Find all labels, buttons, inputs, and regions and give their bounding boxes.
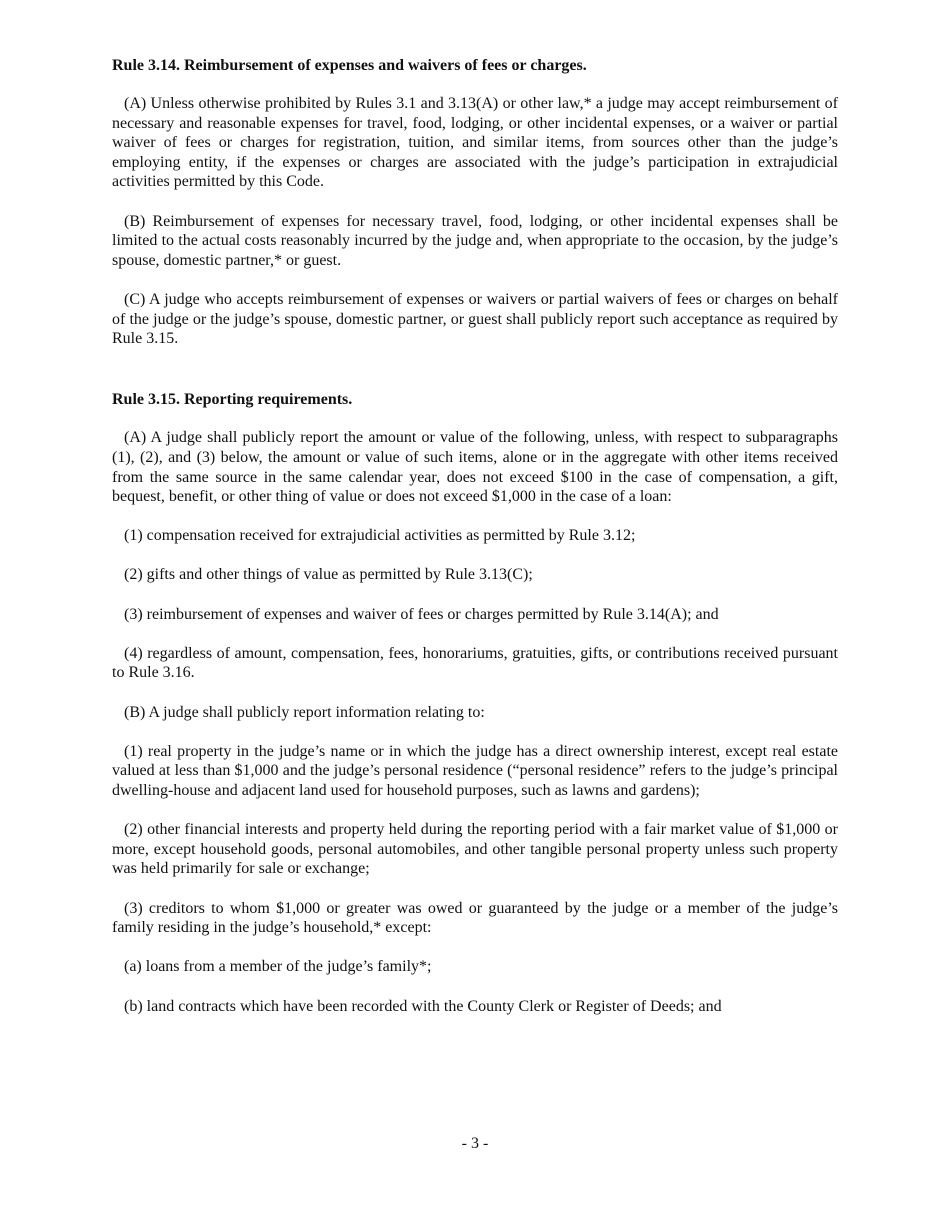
- rule-3-14-heading: Rule 3.14. Reimbursement of expenses and waivers of fees or charges.: [112, 57, 587, 74]
- page-number: - 3 -: [461, 1135, 489, 1152]
- rule-3-15-b-3-item-b: (b) land contracts which have been recorded with the County Clerk or Register of Deeds; and: [124, 997, 722, 1015]
- rule-3-15-b-item-1: (1) real property in the judge’s name or in which the judge has a direct ownership interest, except real estate valued at less than $1,000 and the judge’s personal residence (“personal residence” refers to the judge’s principal dwelling-house and adjacent land used for household purposes, such as lawns and gardens);: [112, 742, 838, 799]
- rule-3-15-a-item-3: (3) reimbursement of expenses and waiver of fees or charges permitted by Rule 3.14(A); and: [124, 605, 719, 623]
- rule-3-14-paragraph-c: (C) A judge who accepts reimbursement of expenses or waivers or partial waivers of fees or charges on behalf of the judge or the judge’s spouse, domestic partner, or guest shall publicly report such acceptance as required by Rule 3.15.: [112, 290, 838, 348]
- rule-3-15-paragraph-a: (A) A judge shall publicly report the amount or value of the following, unless, with respect to subparagraphs (1), (2), and (3) below, the amount or value of such items, alone or in the aggregate with other items received from the same source in the same calendar year, does not exceed $100 in the case of compensation, a gift, bequest, benefit, or other thing of value or does not exceed $1,000 in the case of a loan:: [112, 429, 838, 506]
- rule-3-15-heading: Rule 3.15. Reporting requirements.: [112, 391, 353, 409]
- section-spacer: [112, 368, 838, 390]
- rule-3-14-paragraph-a: (A) Unless otherwise prohibited by Rules 3.1 and 3.13(A) or other law,* a judge may accept reimbursement of necessary and reasonable expenses for travel, food, lodging, or other incidental expenses, or a waiver or partial waiver of fees or charges for registration, tuition, and similar items, from sources other than the judge’s employing entity, if the expenses or charges are associated with the judge’s participation in extrajudicial activities permitted by this Code.: [112, 95, 838, 191]
- rule-3-15-b-item-3: (3) creditors to whom $1,000 or greater was owed or guaranteed by the judge or a member of the judge’s family residing in the judge’s household,* except:: [112, 899, 838, 937]
- rule-3-15-paragraph-b: (B) A judge shall publicly report information relating to:: [124, 703, 485, 721]
- rule-3-14-paragraph-b: (B) Reimbursement of expenses for necessary travel, food, lodging, or other incidental expenses shall be limited to the actual costs reasonably incurred by the judge and, when appropriate to the occasion, by the judge’s spouse, domestic partner,* or guest.: [112, 212, 838, 269]
- rule-3-15-b-3-item-a: (a) loans from a member of the judge’s family*;: [124, 958, 432, 976]
- rule-3-15-a-item-2: (2) gifts and other things of value as permitted by Rule 3.13(C);: [124, 566, 533, 584]
- rule-3-15-a-item-1: (1) compensation received for extrajudicial activities as permitted by Rule 3.12;: [124, 527, 636, 545]
- rule-3-15-b-item-2: (2) other financial interests and property held during the reporting period with a fair market value of $1,000 or more, except household goods, personal automobiles, and other tangible personal property unless such property was held primarily for sale or exchange;: [112, 821, 838, 878]
- document-page: [112, 56, 838, 1036]
- rule-3-15-a-item-4: (4) regardless of amount, compensation, fees, honorariums, gratuities, gifts, or contributions received pursuant to Rule 3.16.: [112, 644, 838, 682]
